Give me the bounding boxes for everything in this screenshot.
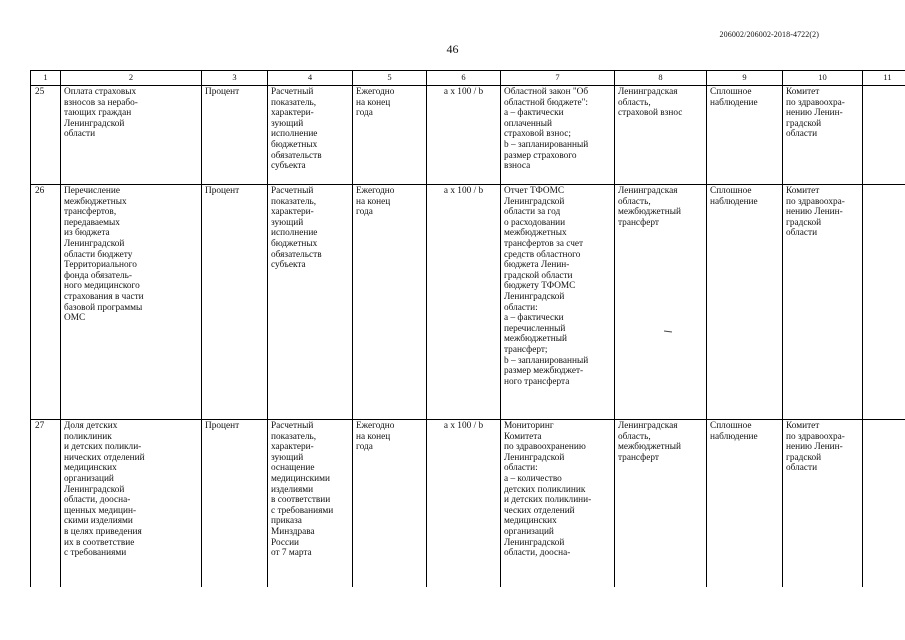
- unit-of-measure: Процент: [202, 420, 268, 588]
- column-number: 3: [202, 71, 268, 86]
- row-number: 26: [31, 185, 61, 420]
- column-number: 10: [783, 71, 863, 86]
- column-number: 5: [353, 71, 427, 86]
- column-number: 1: [31, 71, 61, 86]
- column-number: 6: [427, 71, 501, 86]
- collection-method: Сплошное наблюдение: [707, 185, 783, 420]
- column-number: 2: [61, 71, 202, 86]
- observation-unit: Ленинградская область, межбюджетный трансферт: [615, 420, 707, 588]
- indicator-table: [30, 70, 905, 587]
- base-indicators: Областной закон "Об областной бюджете": a – фактически оплаченный страховой взнос; b – запланированный размер страхового взноса: [501, 86, 615, 185]
- base-indicators: Мониторинг Комитета по здравоохранению Ленинградской области: a – количество детских поликлиник и детских поликлини- ческих отделений медицинских организаций Ленинградской области, доосна-: [501, 420, 615, 588]
- responsible-body: Комитет по здравоохра- нению Ленин- градской области: [783, 185, 863, 420]
- extra-cell: [863, 420, 905, 588]
- column-number-row: [31, 71, 905, 86]
- indicator-definition: Расчетный показатель, характери- зующий исполнение бюджетных обязательств субъекта: [268, 86, 353, 185]
- indicator-name: Перечисление межбюджетных трансфертов, передаваемых из бюджета Ленинградской области бюджету Территориального фонда обязатель- ного медицинского страхования в части базовой программы ОМС: [61, 185, 202, 420]
- calculation-formula: a x 100 / b: [427, 420, 501, 588]
- unit-of-measure: Процент: [202, 185, 268, 420]
- table-row: [31, 420, 905, 588]
- periodicity: Ежегодно на конец года: [353, 420, 427, 588]
- indicator-definition: Расчетный показатель, характери- зующий оснащение медицинскими изделиями в соответствии с требованиями приказа Минздрава России от 7 марта: [268, 420, 353, 588]
- page-number: 46: [446, 42, 459, 56]
- responsible-body: Комитет по здравоохра- нению Ленин- градской области: [783, 420, 863, 588]
- calculation-formula: a x 100 / b: [427, 86, 501, 185]
- row-number: 25: [31, 86, 61, 185]
- periodicity: Ежегодно на конец года: [353, 185, 427, 420]
- unit-of-measure: Процент: [202, 86, 268, 185]
- column-number: 11: [863, 71, 905, 86]
- document-code: 206002/206002-2018-4722(2): [719, 30, 819, 39]
- row-number: 27: [31, 420, 61, 588]
- collection-method: Сплошное наблюдение: [707, 86, 783, 185]
- base-indicators: Отчет ТФОМС Ленинградской области за год о расходовании межбюджетных трансфертов за счет средств областного бюджета Ленин- градской области бюджету ТФОМС Ленинградской области: a – фактически перечисленный межбюджетный трансферт; b – запланированный размер межбюджет- ного трансферта: [501, 185, 615, 420]
- indicator-definition: Расчетный показатель, характери- зующий исполнение бюджетных обязательств субъекта: [268, 185, 353, 420]
- observation-unit: Ленинградская область, межбюджетный трансферт: [615, 185, 707, 420]
- collection-method: Сплошное наблюдение: [707, 420, 783, 588]
- extra-cell: [863, 185, 905, 420]
- periodicity: Ежегодно на конец года: [353, 86, 427, 185]
- column-number: 8: [615, 71, 707, 86]
- column-number: 7: [501, 71, 615, 86]
- table-row: [31, 185, 905, 420]
- calculation-formula: a x 100 / b: [427, 185, 501, 420]
- observation-unit: Ленинградская область, страховой взнос: [615, 86, 707, 185]
- column-number: 4: [268, 71, 353, 86]
- responsible-body: Комитет по здравоохра- нению Ленин- градской области: [783, 86, 863, 185]
- column-number: 9: [707, 71, 783, 86]
- extra-cell: [863, 86, 905, 185]
- indicator-name: Оплата страховых взносов за нерабо- тающих граждан Ленинградской области: [61, 86, 202, 185]
- table-row: [31, 86, 905, 185]
- indicator-name: Доля детских поликлиник и детских поликли- нических отделений медицинских организаций Ленинградской области, доосна- щенных медицин- скими изделиями в целях приведения их в соответствие с требованиями: [61, 420, 202, 588]
